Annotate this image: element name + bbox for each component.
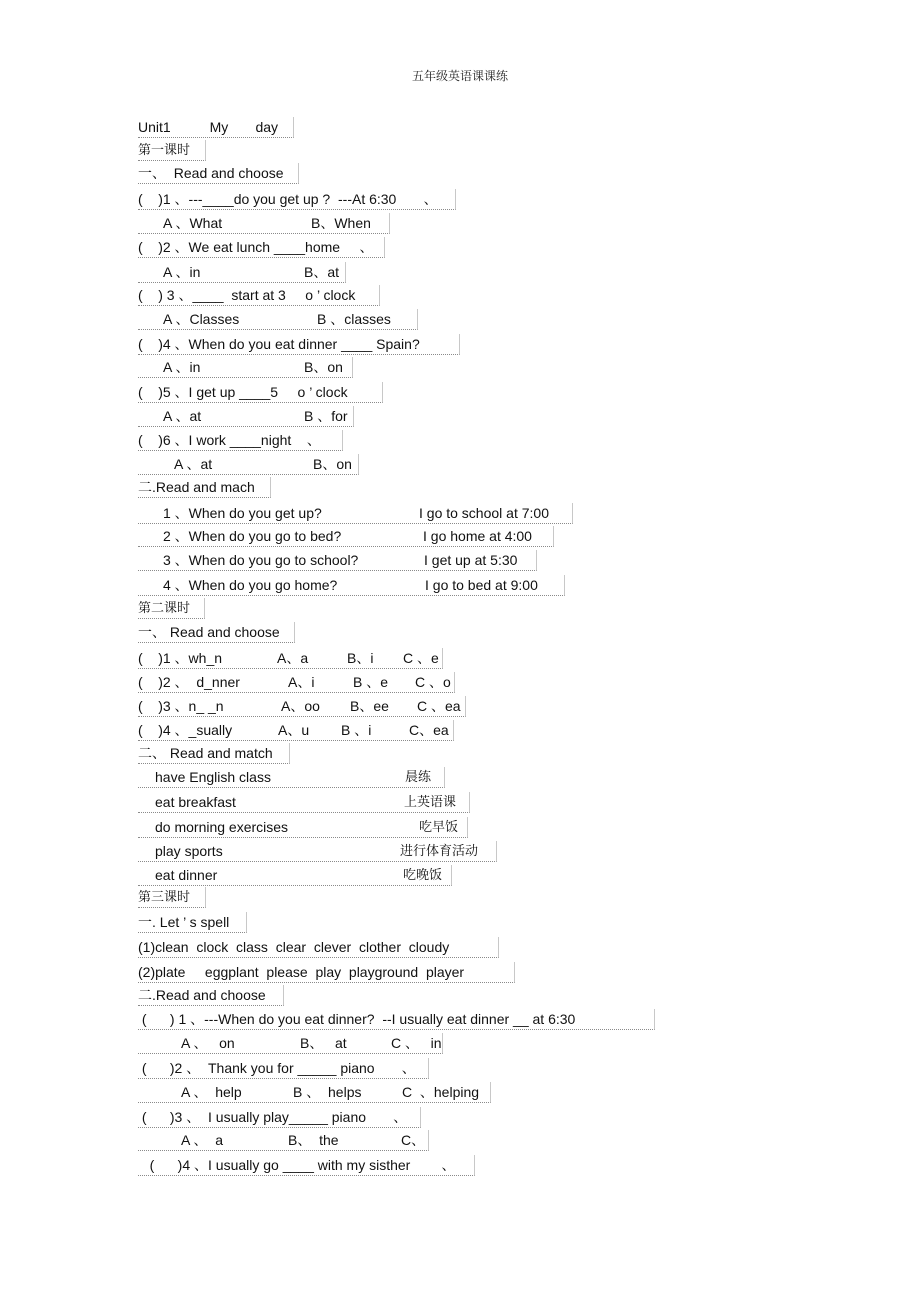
l2-choice-row (138, 696, 466, 717)
option-c: C、 (401, 1132, 426, 1148)
lesson2-label: 第二课时 (138, 598, 205, 619)
lesson1-section2-title: 二.Read and mach (138, 477, 271, 498)
option-a: A 、in (163, 264, 201, 280)
match-question: 2 、When do you go to bed? (163, 528, 342, 544)
option-c: C、ea (409, 722, 449, 738)
option-a: A 、 help (181, 1084, 242, 1100)
match-english: play sports (155, 843, 223, 859)
option-c: C 、 in (391, 1035, 442, 1051)
l2-match-row (138, 865, 452, 886)
l1-match-row (138, 526, 554, 547)
match-answer: I go to school at 7:00 (419, 505, 549, 521)
l2-match-row (138, 792, 470, 813)
l1-question-2: ( )2 、We eat lunch ____home 、 (138, 237, 385, 258)
match-answer: I go to bed at 9:00 (425, 577, 538, 593)
lesson3-section1-title: 一. Let ’ s spell (138, 912, 247, 933)
option-a: A、oo (281, 698, 320, 714)
page-header: 五年级英语课课练 (411, 69, 508, 83)
match-english: have English class (155, 769, 271, 785)
option-c: C 、helping (402, 1084, 480, 1100)
spell-line-1: (1)clean clock class clear clever clother cloudy (138, 937, 499, 958)
l2-choice-row (138, 672, 455, 693)
l1-question-1-options (138, 213, 390, 234)
option-b: B 、i (341, 722, 372, 738)
l2-match-row (138, 817, 468, 838)
l1-question-5-options (138, 406, 354, 427)
match-chinese: 进行体育活动 (400, 844, 479, 859)
l3-question-1-options (138, 1033, 443, 1054)
l1-question-6-options (138, 454, 359, 475)
l3-question-2: ( )2 、 Thank you for _____ piano 、 (138, 1058, 429, 1079)
l2-choice-row (138, 648, 443, 669)
option-a: A 、 a (181, 1132, 224, 1148)
option-b: B、 the (288, 1132, 339, 1148)
lesson3-label: 第三课时 (138, 887, 206, 908)
option-c: C 、o (415, 674, 451, 690)
l3-question-1: ( ) 1 、---When do you eat dinner? --I usually eat dinner __ at 6:30 (138, 1009, 655, 1030)
option-b: B、ee (350, 698, 389, 714)
lesson1-section1-title: 一、 Read and choose (138, 163, 299, 184)
option-a: A、a (277, 650, 309, 666)
l1-question-1: ( )1 、---____do you get up ? ---At 6:30 、 (138, 189, 456, 210)
lesson2-section2-title: 二、 Read and match (138, 743, 290, 764)
match-english: do morning exercises (155, 819, 289, 835)
option-b: B、at (304, 264, 340, 280)
choice-question: ( )3 、n_ _n (138, 698, 224, 714)
match-chinese: 上英语课 (404, 795, 457, 810)
option-b: B、on (304, 359, 343, 375)
option-a: A 、at (163, 408, 202, 424)
l1-question-3: ( ) 3 、____ start at 3 o ’ clock (138, 285, 380, 306)
l2-match-row (138, 841, 497, 862)
option-b: B 、classes (317, 311, 391, 327)
option-a: A 、at (174, 456, 213, 472)
option-b: B、on (313, 456, 352, 472)
option-b: B 、for (304, 408, 348, 424)
match-english: eat breakfast (155, 794, 236, 810)
choice-question: ( )2 、 d_nner (138, 674, 240, 690)
match-english: eat dinner (155, 867, 218, 883)
l1-question-4: ( )4 、When do you eat dinner ____ Spain? (138, 334, 460, 355)
l3-question-2-options (138, 1082, 491, 1103)
l1-question-3-options (138, 309, 418, 330)
l1-question-2-options (138, 262, 346, 283)
lesson2-section1-title: 一、 Read and choose (138, 622, 295, 643)
lesson3-section2-title: 二.Read and choose (138, 985, 284, 1006)
lesson1-label: 第一课时 (138, 140, 206, 161)
match-answer: I get up at 5:30 (424, 552, 518, 568)
option-a: A 、in (163, 359, 201, 375)
option-c: C 、e (403, 650, 439, 666)
l1-match-row (138, 503, 573, 524)
unit-title: Unit1 My day (138, 117, 294, 138)
l3-question-3: ( )3 、 I usually play_____ piano 、 (138, 1107, 421, 1128)
choice-question: ( )4 、_sually (138, 722, 233, 738)
match-chinese: 吃早饭 (419, 820, 459, 835)
l2-choice-row (138, 720, 454, 741)
option-c: C 、ea (417, 698, 461, 714)
option-a: A 、 on (181, 1035, 235, 1051)
l1-question-6: ( )6 、I work ____night 、 (138, 430, 343, 451)
option-a: A 、What (163, 215, 223, 231)
option-a: A 、Classes (163, 311, 240, 327)
l1-match-row (138, 550, 537, 571)
l3-question-3-options (138, 1130, 429, 1151)
match-question: 3 、When do you go to school? (163, 552, 359, 568)
option-b: B、 at (300, 1035, 347, 1051)
l2-match-row (138, 767, 445, 788)
choice-question: ( )1 、wh_n (138, 650, 223, 666)
l1-question-5: ( )5 、I get up ____5 o ’ clock (138, 382, 383, 403)
match-chinese: 晨练 (405, 770, 432, 785)
match-question: 4 、When do you go home? (163, 577, 338, 593)
option-b: B、i (347, 650, 374, 666)
option-b: B 、 helps (293, 1084, 362, 1100)
option-b: B、When (311, 215, 371, 231)
option-a: A、u (278, 722, 310, 738)
match-answer: I go home at 4:00 (423, 528, 532, 544)
option-b: B 、e (353, 674, 389, 690)
spell-line-2: (2)plate eggplant please play playground player (138, 962, 515, 983)
l3-question-4: ( )4 、I usually go ____ with my sisther 、 (138, 1155, 475, 1176)
match-chinese: 吃晚饭 (403, 868, 443, 883)
match-question: 1 、When do you get up? (163, 505, 322, 521)
option-a: A、i (288, 674, 315, 690)
l1-match-row (138, 575, 565, 596)
l1-question-4-options (138, 357, 353, 378)
